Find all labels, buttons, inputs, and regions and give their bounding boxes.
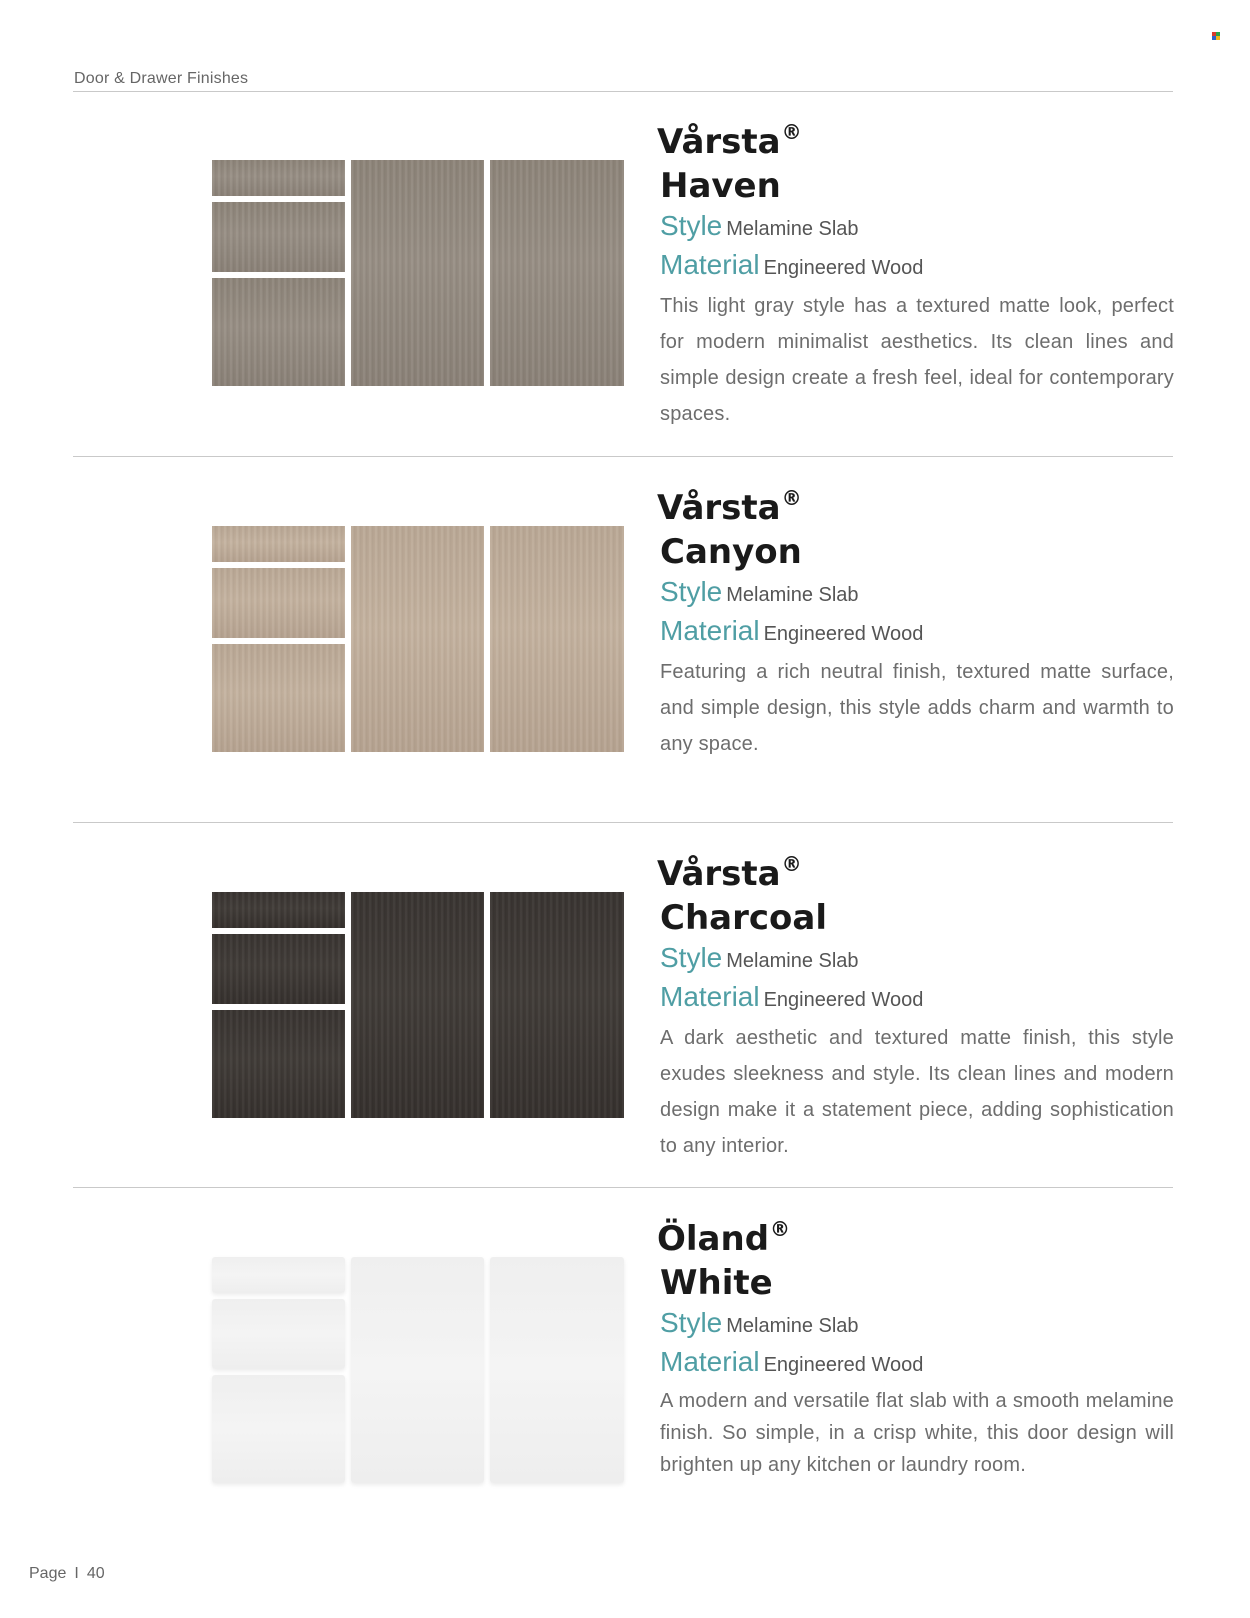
registered-mark: ® (770, 1217, 791, 1241)
drawer-panel (212, 568, 345, 638)
divider (73, 91, 1173, 92)
drawer-panel (212, 1257, 345, 1293)
brand-name: Vårsta® (657, 120, 802, 162)
brand-name: Öland® (657, 1217, 791, 1259)
page-number: 40 (86, 1565, 105, 1582)
registered-mark: ® (781, 852, 802, 876)
finish-name: Haven (660, 166, 781, 206)
door-panel (351, 160, 484, 386)
finish-description: Featuring a rich neutral finish, textured matte surface, and simple design, this style adds charm and warmth to any space. (660, 661, 1174, 755)
finish-description: This light gray style has a textured matte look, perfect for modern minimalist aesthetics. Its clean lines and simple design create a fresh feel, ideal for contemporary spaces. (660, 295, 1174, 425)
door-swatch-image (212, 160, 624, 386)
material-spec: Material Engineered Wood (660, 615, 924, 646)
drawer-panel (212, 202, 345, 272)
material-spec: Material Engineered Wood (660, 1346, 924, 1377)
drawer-panel (212, 526, 345, 562)
style-spec: Style Melamine Slab (660, 1307, 859, 1338)
finish-details (657, 1207, 1174, 1481)
finish-name: Charcoal (660, 898, 827, 938)
door-panel (490, 526, 624, 752)
finish-name: White (660, 1263, 773, 1303)
finish-card-charcoal (0, 842, 1250, 1202)
registered-mark: ® (781, 486, 802, 510)
style-spec: Style Melamine Slab (660, 942, 859, 973)
drawer-panel (212, 934, 345, 1004)
door-panel (351, 892, 484, 1118)
drawer-panel (212, 160, 345, 196)
finish-card-canyon (0, 476, 1250, 836)
material-spec: Material Engineered Wood (660, 981, 924, 1012)
style-spec: Style Melamine Slab (660, 576, 859, 607)
drawer-panel (212, 1299, 345, 1369)
drawer-panel (212, 1010, 345, 1118)
corner-logo-mark (1212, 32, 1220, 40)
finish-card-white (0, 1207, 1250, 1567)
door-panel (490, 892, 624, 1118)
finish-card-haven (0, 110, 1250, 470)
door-panel (490, 1257, 624, 1483)
drawer-panel (212, 892, 345, 928)
material-spec: Material Engineered Wood (660, 249, 924, 280)
finish-description: A modern and versatile flat slab with a smooth melamine finish. So simple, in a crisp white, this door design will brighten up any kitchen or laundry room. (660, 1390, 1174, 1476)
finish-name: Canyon (660, 532, 802, 572)
door-swatch-image (212, 1257, 624, 1483)
brand-name: Vårsta® (657, 852, 802, 894)
page-footer (29, 1565, 105, 1583)
door-swatch-image (212, 892, 624, 1118)
finish-details (657, 842, 1174, 1164)
drawer-panel (212, 278, 345, 386)
door-panel (351, 1257, 484, 1483)
style-spec: Style Melamine Slab (660, 210, 859, 241)
door-panel (351, 526, 484, 752)
door-swatch-image (212, 526, 624, 752)
drawer-panel (212, 644, 345, 752)
brand-name: Vårsta® (657, 486, 802, 528)
drawer-panel (212, 1375, 345, 1483)
finish-description: A dark aesthetic and textured matte finish, this style exudes sleekness and style. Its clean lines and modern design make it a statement piece, adding sophistication to any interior. (660, 1027, 1174, 1157)
registered-mark: ® (781, 120, 802, 144)
page-label: Page (29, 1565, 67, 1582)
finish-details (657, 110, 1174, 432)
door-panel (490, 160, 624, 386)
finish-details (657, 476, 1174, 762)
section-header: Door & Drawer Finishes (74, 70, 249, 87)
page-separator: I (74, 1565, 79, 1582)
